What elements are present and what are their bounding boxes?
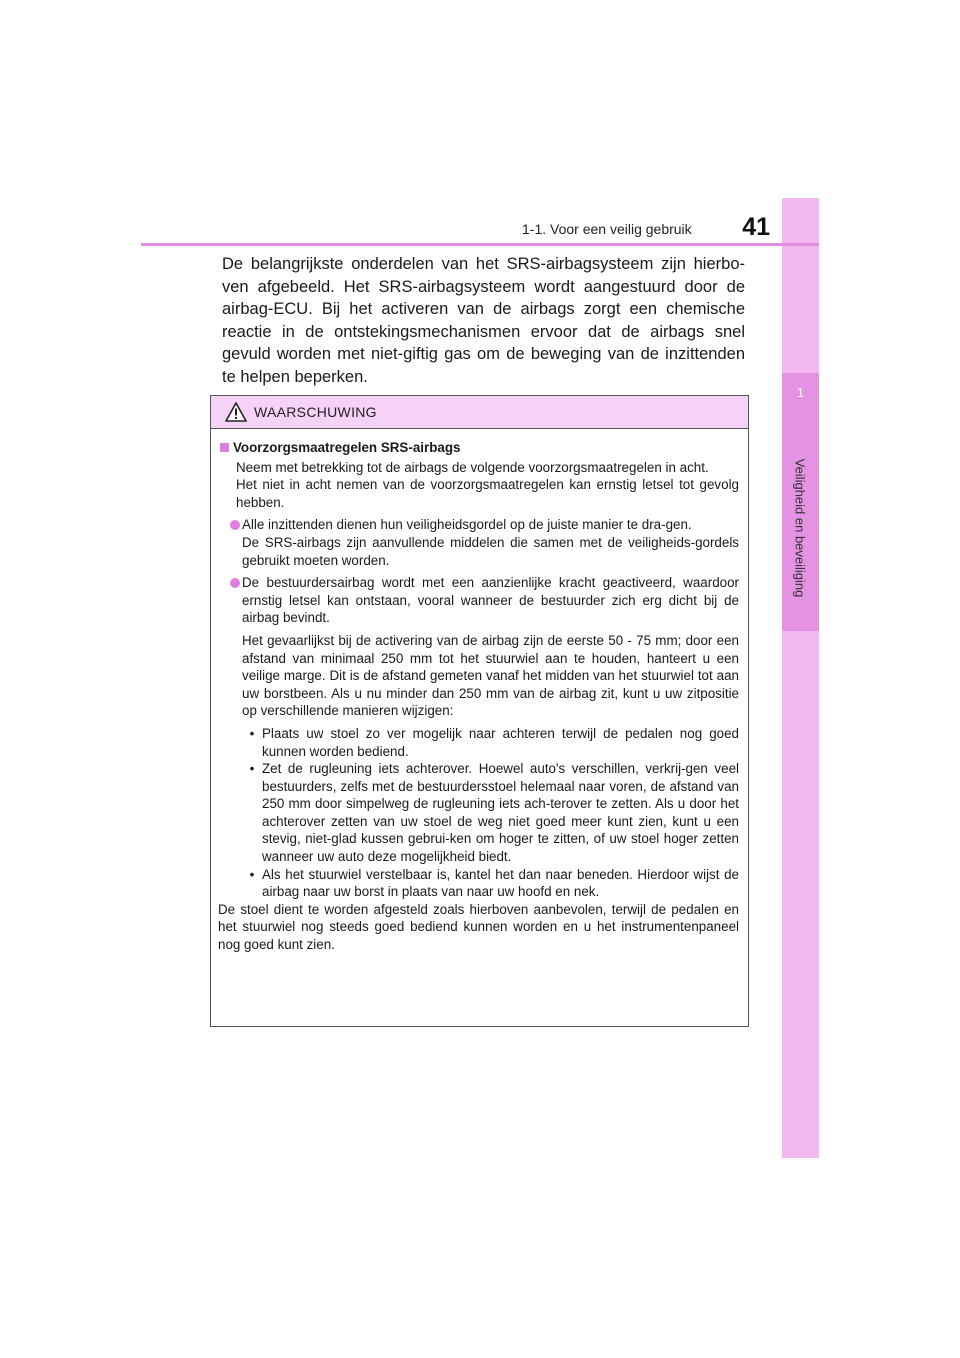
- warning-lead-1: Neem met betrekking tot de airbags de volgende voorzorgsmaatregelen in acht.: [236, 459, 709, 475]
- circle-bullet-icon: [230, 520, 240, 530]
- bullet-1-text-a: Alle inzittenden dienen hun veiligheidsgordel op de juiste manier te dra-gen.: [242, 517, 692, 533]
- list-item: • Zet de rugleuning iets achterover. Hoewel auto's verschillen, verkrij-gen veel bestuurders, zelfs met de bestuurdersstoel helemaal naar voren, de afstand van 250 mm door simpelweg de rugleuning iets ach-terover te zetten. Als u door het achterover zetten van uw stoel de weg niet goed meer kunt zien, kunt u een stevig, niet-glad kussen gebrui-ken om hoger te zitten, of uw stoel hoger zetten wanneer uw auto deze mogelijkheid biedt.: [249, 761, 739, 865]
- warning-closing: De stoel dient te worden afgesteld zoals hierboven aanbevolen, terwijl de pedalen en het stuurwiel nog steeds goed bediend kunnen worden en u het instrumentenpaneel nog goed kunt zien.: [218, 901, 739, 953]
- warning-bullet-2: [218, 574, 739, 720]
- square-bullet-icon: [220, 443, 229, 452]
- chapter-side-tab: [782, 198, 819, 1158]
- circle-bullet-icon: [230, 578, 240, 588]
- intro-paragraph: De belangrijkste onderdelen van het SRS-airbagsysteem zijn hierbo-ven afgebeeld. Het SRS-airbagsysteem wordt aangestuurd door de airbag-ECU. Bij het activeren van de airbags zorgt een chemische reactie in de ontstekingsmechanismen ervoor dat de airbags snel gevuld worden met niet-giftig gas om de beweging van de inzittenden te helpen beperken.: [222, 255, 745, 386]
- list-item: • Als het stuurwiel verstelbaar is, kantel het dan naar beneden. Hierdoor wijst de airbag naar uw borst in plaats van naar uw hoofd en nek.: [249, 866, 739, 900]
- bullet-2-text-b: Het gevaarlijkst bij de activering van de airbag zijn de eerste 50 - 75 mm; door een afstand van minimaal 250 mm tot het stuurwiel aan te houden, hanteert u een veilige marge. Dit is de afstand gemeten vanaf het midden van het stuurwiel tot aan uw borstbeen. Als u nu minder dan 250 mm van de airbag zit, kunt u uw zitpositie op verschillende manieren wijzigen:: [242, 632, 739, 719]
- bullet-2-text-a: De bestuurdersairbag wordt met een aanzienlijke kracht geactiveerd, waardoor ernstig letsel kan ontstaan, vooral wanneer de bestuurder zich erg dicht bij de airbag bevindt.: [242, 575, 739, 626]
- warning-header: [211, 396, 748, 429]
- warning-subheading: [218, 439, 739, 457]
- chapter-number: 1: [796, 385, 805, 400]
- warning-body: [211, 429, 748, 954]
- header-rule: [141, 243, 819, 246]
- bullet-1-text-b: De SRS-airbags zijn aanvullende middelen die samen met de veiligheids-gordels gebruikt moeten worden.: [242, 534, 739, 568]
- warning-title: WAARSCHUWING: [254, 404, 377, 420]
- warning-box: [210, 395, 749, 1027]
- warning-lead-2: Het niet in acht nemen van de voorzorgsmaatregelen kan ernstig letsel tot gevolg hebben.: [236, 477, 739, 510]
- seat-adjustment-list: [218, 725, 739, 901]
- chapter-title: Veiligheid en beveiliging: [792, 458, 808, 598]
- page-number: 41: [742, 213, 770, 241]
- list-item: • Plaats uw stoel zo ver mogelijk naar achteren terwijl de pedalen nog goed kunnen worden bediend.: [249, 725, 739, 759]
- warning-subheading-text: Voorzorgsmaatregelen SRS-airbags: [233, 440, 461, 455]
- warning-triangle-icon: [225, 402, 247, 422]
- warning-bullet-1: [218, 516, 739, 569]
- section-title: 1-1. Voor een veilig gebruik: [522, 221, 692, 237]
